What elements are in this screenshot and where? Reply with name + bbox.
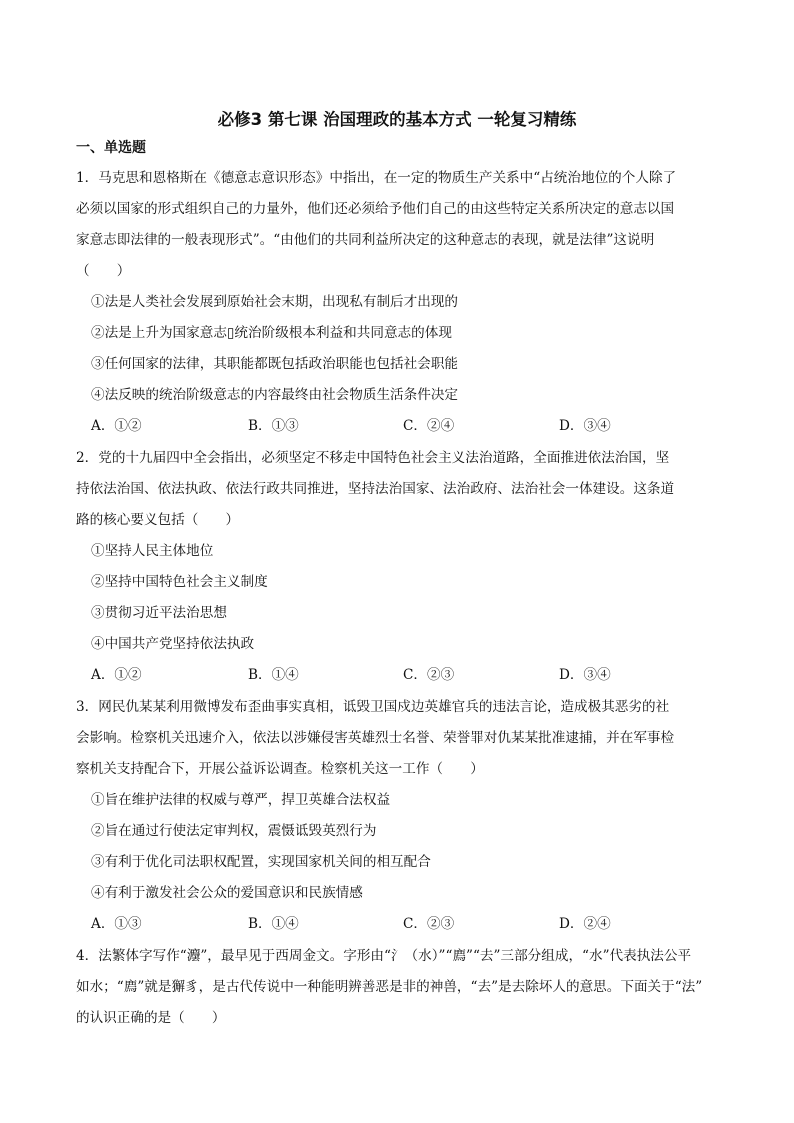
question-text-line: 持依法治国、依法执政、依法行政共同推进，坚持法治国家、法治政府、法治社会一体建设。这条道	[76, 481, 675, 497]
statement-item: ③贯彻习近平法治思想	[91, 605, 227, 621]
choice-b: B．①④	[248, 916, 299, 932]
question-text-line: 2．党的十九届四中全会指出，必须坚定不移走中国特色社会主义法治道路，全面推进依法治国，坚	[76, 450, 670, 466]
statement-item: ④法反映的统治阶级意志的内容最终由社会物质生活条件决定	[91, 387, 459, 403]
choice-a: A．①②	[91, 418, 142, 434]
question-text-line: 路的核心要义包括（ ）	[76, 512, 240, 528]
choice-d: D．②④	[559, 916, 611, 932]
question-text-line: 1．马克思和恩格斯在《德意志意识形态》中指出，在一定的物质生产关系中“占统治地位的个人除了	[76, 170, 677, 186]
statement-item: ①法是人类社会发展到原始社会末期，出现私有制后才出现的	[91, 294, 459, 310]
statement-item: ②坚持中国特色社会主义制度	[91, 574, 268, 590]
question-text-line: 必须以国家的形式组织自己的力量外，他们还必须给予他们自己的由这些特定关系所决定的意志以国	[76, 201, 675, 217]
choice-b: B．①③	[248, 418, 299, 434]
statement-item: ④有利于激发社会公众的爱国意识和民族情感	[91, 885, 363, 901]
question-text-line: 3．网民仇某某利用微博发布歪曲事实真相，诋毁卫国戍边英雄官兵的违法言论，造成极其恶劣的社	[76, 699, 670, 715]
section-heading: 一、单选题	[76, 140, 146, 156]
statement-item: ③任何国家的法律，其职能都既包括政治职能也包括社会职能	[91, 356, 459, 372]
choice-d: D．③④	[559, 418, 611, 434]
statement-item: ③有利于优化司法职权配置，实现国家机关间的相互配合	[91, 854, 431, 870]
question-text-line: 察机关支持配合下，开展公益诉讼调查。检察机关这一工作（ ）	[76, 761, 484, 777]
choice-d: D．③④	[559, 667, 611, 683]
choice-c: C．②③	[403, 916, 455, 932]
statement-item: ①旨在维护法律的权威与尊严，捍卫英雄合法权益	[91, 792, 391, 808]
question-text-line: 会影响。检察机关迅速介入，依法以涉嫌侵害英雄烈士名誉、荣誉罪对仇某某批准逮捕，并在军事检	[76, 730, 675, 746]
choice-a: A．①②	[91, 667, 142, 683]
question-text-line: 的认识正确的是（ ）	[76, 1010, 226, 1026]
document-title: 必修3 第七课 治国理政的基本方式 一轮复习精练	[217, 110, 577, 129]
statement-item: ①坚持人民主体地位	[91, 543, 214, 559]
choice-a: A．①③	[91, 916, 142, 932]
statement-item: ②法是上升为国家意志▯统治阶级根本利益和共同意志的体现	[91, 325, 452, 341]
choice-b: B．①④	[248, 667, 299, 683]
choice-c: C．②③	[403, 667, 455, 683]
statement-item: ④中国共产党坚持依法执政	[91, 636, 255, 652]
question-text-line: 4．法繁体字写作“灋”，最早见于西周金文。字形由“氵（水）”“廌”“去”三部分组成，“水”代表执法公平	[76, 948, 692, 964]
question-text-line: （ ）	[76, 263, 131, 279]
question-text-line: 如水；“廌”就是獬豸，是古代传说中一种能明辨善恶是非的神兽，“去”是去除坏人的意思。下面关于“法”	[76, 979, 703, 995]
choice-c: C．②④	[403, 418, 455, 434]
statement-item: ②旨在通过行使法定审判权，震慑诋毁英烈行为	[91, 823, 377, 839]
question-text-line: 家意志即法律的一般表现形式”。“由他们的共同利益所决定的这种意志的表现，就是法律”这说明	[76, 232, 655, 248]
